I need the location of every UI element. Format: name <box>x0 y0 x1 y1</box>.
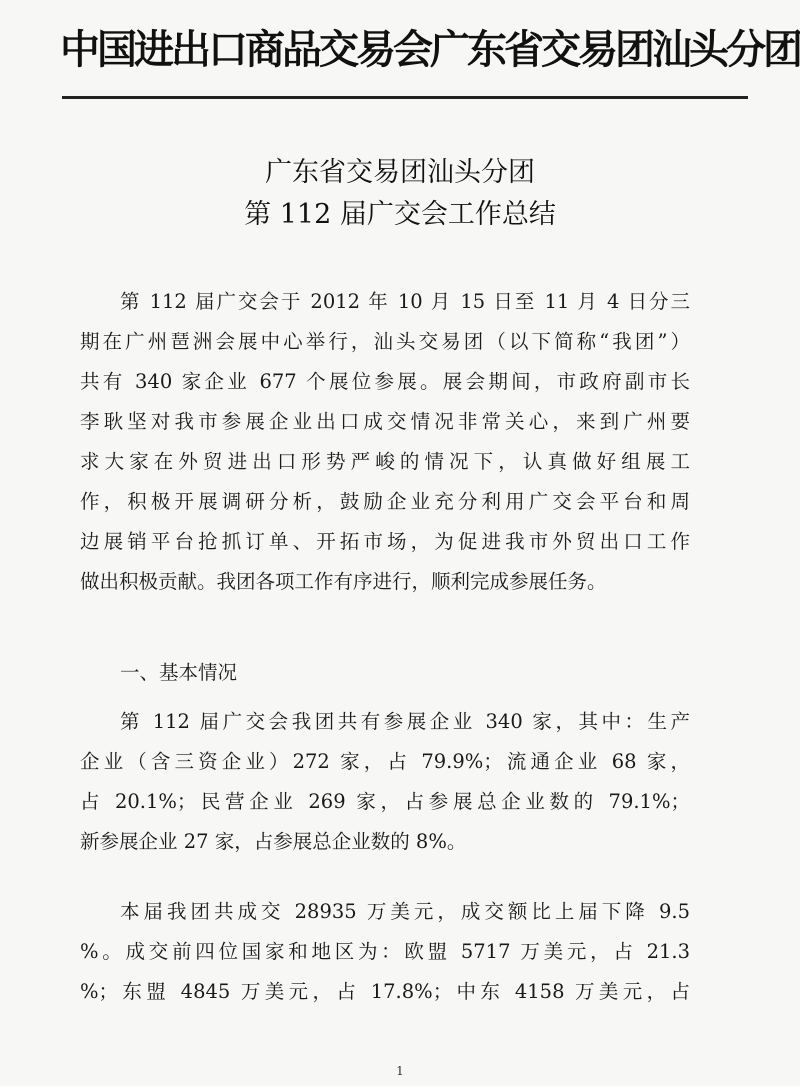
text-line: 新参展企业 27 家，占参展总企业数的 8%。 <box>80 830 467 853</box>
section-heading-basic: 一、基本情况 <box>120 661 238 684</box>
document-title-line1: 广东省交易团汕头分团 <box>265 157 535 188</box>
text-line: %；东盟 4845 万美元，占 17.8%；中东 4158 万美元，占 <box>80 980 690 1003</box>
text-line: 本届我团共成交 28935 万美元，成交额比上届下降 9.5 <box>120 900 690 923</box>
letterhead-rule <box>62 96 748 99</box>
text-line: 占 20.1%；民营企业 269 家，占参展总企业数的 79.1%； <box>80 790 690 813</box>
text-line: 共有 340 家企业 677 个展位参展。展会期间，市政府副市长 <box>80 370 690 393</box>
text-line: 企业（含三资企业）272 家，占 79.9%；流通企业 68 家， <box>80 750 690 773</box>
letterhead-title: 中国进出口商品交易会广东省交易团汕头分团 <box>60 27 800 73</box>
text-line: 求大家在外贸进出口形势严峻的情况下，认真做好组展工 <box>80 450 690 473</box>
text-line: 第 112 届广交会我团共有参展企业 340 家，其中：生产 <box>120 710 690 733</box>
text-line: 作，积极开展调研分析，鼓励企业充分利用广交会平台和周 <box>80 490 690 513</box>
text-line: 做出积极贡献。我团各项工作有序进行，顺利完成参展任务。 <box>80 570 607 593</box>
text-line: 边展销平台抢抓订单、开拓市场，为促进我市外贸出口工作 <box>80 530 690 553</box>
document-title-line2: 第 112 届广交会工作总结 <box>244 199 556 230</box>
paragraph-transactions <box>80 892 690 1012</box>
page-number: 1 <box>396 1064 404 1078</box>
paragraph-basic-info <box>80 702 690 862</box>
paragraph-intro <box>80 282 690 602</box>
text-line: %。成交前四位国家和地区为：欧盟 5717 万美元，占 21.3 <box>80 940 690 963</box>
text-line: 期在广州琶洲会展中心举行，汕头交易团（以下简称“我团”） <box>80 330 690 353</box>
text-line: 李耿坚对我市参展企业出口成交情况非常关心，来到广州要 <box>80 410 690 433</box>
text-line: 第 112 届广交会于 2012 年 10 月 15 日至 11 月 4 日分三 <box>120 290 690 313</box>
